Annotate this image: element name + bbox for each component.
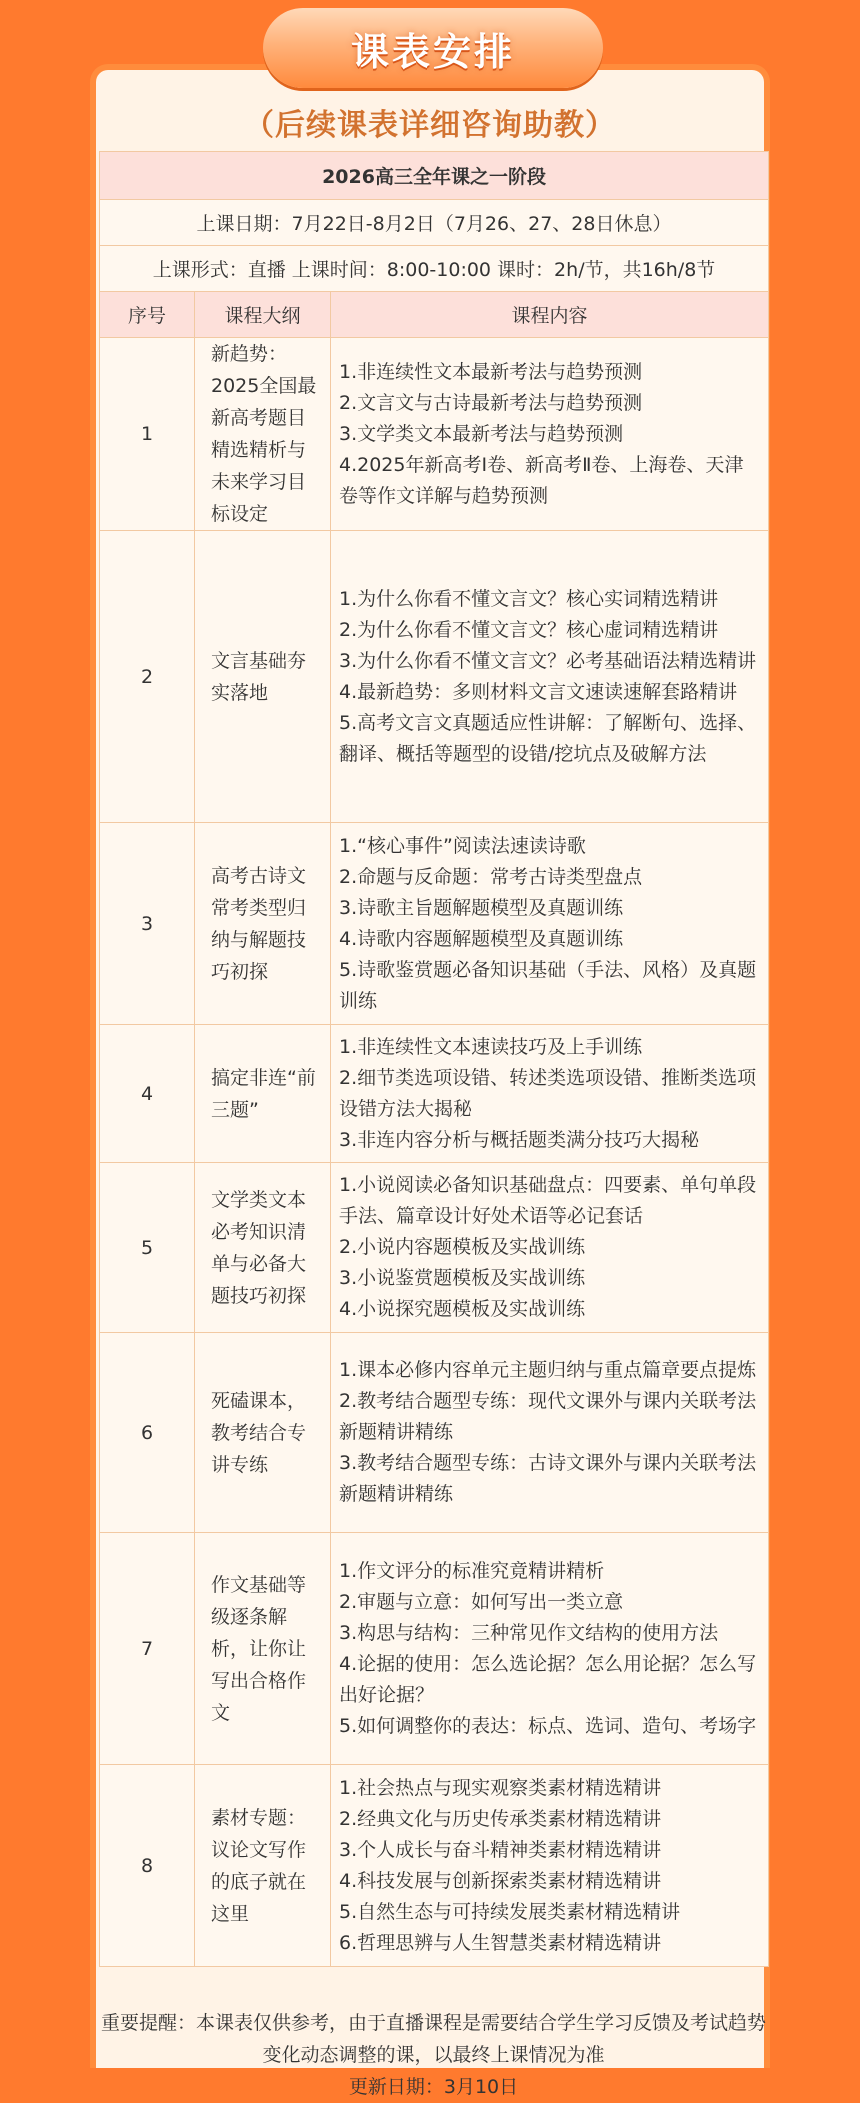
table-row	[100, 823, 769, 1025]
course-content	[331, 1163, 769, 1333]
course-content-item: 2.文言文与古诗最新考法与趋势预测	[339, 391, 643, 414]
course-content-item: 6.哲理思辨与人生智慧类素材精选精讲	[339, 1931, 662, 1954]
course-content-item: 2.经典文化与历史传承类素材精选精讲	[339, 1807, 662, 1830]
notice-block	[99, 2007, 768, 2103]
format-row	[100, 246, 769, 292]
course-content	[331, 338, 769, 531]
course-content	[331, 1333, 769, 1533]
course-content-item: 2.细节类选项设错、转述类选项设错、推断类选项设错方法大揭秘	[339, 1066, 757, 1120]
course-outline: 作文基础等级逐条解析，让你让写出合格作文	[195, 1533, 331, 1765]
table-row	[100, 1163, 769, 1333]
course-content-item: 1.小说阅读必备知识基础盘点：四要素、单句单段手法、篇章设计好处术语等必记套话	[339, 1174, 757, 1227]
table-row	[100, 1025, 769, 1163]
course-content-item: 1.课本必修内容单元主题归纳与重点篇章要点提炼	[339, 1359, 757, 1381]
course-content-item: 3.个人成长与奋斗精神类素材精选精讲	[339, 1838, 662, 1861]
course-number: 1	[100, 338, 195, 531]
table-row	[100, 1333, 769, 1533]
schedule-table	[99, 151, 769, 1967]
course-rows	[100, 338, 769, 1967]
course-content-item: 5.如何调整你的表达：标点、选词、造句、考场字	[339, 1714, 757, 1737]
table-header-row	[100, 292, 769, 338]
table-row	[100, 1533, 769, 1765]
course-content-item: 5.自然生态与可持续发展类素材精选精讲	[339, 1900, 681, 1923]
course-content-item: 3.教考结合题型专练：古诗文课外与课内关联考法新题精讲精练	[339, 1452, 757, 1505]
class-format: 上课形式：直播 上课时间：8:00-10:00 课时：2h/节，共16h/8节	[100, 246, 769, 292]
course-content-item: 3.为什么你看不懂文言文？必考基础语法精选精讲	[339, 649, 757, 672]
course-content-item: 4.诗歌内容题解题模型及真题训练	[339, 927, 624, 950]
course-content-item: 4.科技发展与创新探索类素材精选精讲	[339, 1869, 662, 1892]
course-content	[331, 823, 769, 1025]
course-outline: 搞定非连“前三题”	[195, 1025, 331, 1163]
course-content-item: 2.教考结合题型专练：现代文课外与课内关联考法新题精讲精练	[339, 1390, 757, 1443]
stage-title: 2026高三全年课之一阶段	[100, 152, 769, 200]
course-content	[331, 531, 769, 823]
course-content-item: 3.小说鉴赏题模板及实战训练	[339, 1267, 586, 1289]
course-number: 2	[100, 531, 195, 823]
course-content-item: 1.非连续性文本速读技巧及上手训练	[339, 1035, 643, 1058]
schedule-header	[263, 8, 603, 88]
course-content-item: 4.最新趋势：多则材料文言文速读速解套路精讲	[339, 680, 738, 703]
course-content-item: 1.“核心事件”阅读法速读诗歌	[339, 834, 586, 857]
course-content-item: 3.文学类文本最新考法与趋势预测	[339, 422, 624, 445]
course-content	[331, 1533, 769, 1765]
course-content-item: 2.命题与反命题：常考古诗类型盘点	[339, 865, 643, 888]
table-row	[100, 531, 769, 823]
course-content-item: 3.非连内容分析与概括题类满分技巧大揭秘	[339, 1128, 700, 1151]
course-outline: 文学类文本必考知识清单与必备大题技巧初探	[195, 1163, 331, 1333]
course-content-item: 3.诗歌主旨题解题模型及真题训练	[339, 896, 624, 919]
course-number: 6	[100, 1333, 195, 1533]
course-content-item: 2.小说内容题模板及实战训练	[339, 1236, 586, 1258]
course-number: 5	[100, 1163, 195, 1333]
table-row	[100, 338, 769, 531]
stage-title-row	[100, 152, 769, 200]
column-header-content: 课程内容	[331, 292, 769, 338]
course-content	[331, 1765, 769, 1967]
schedule-card	[90, 64, 770, 2098]
course-content-item: 4.2025年新高考Ⅰ卷、新高考Ⅱ卷、上海卷、天津卷等作文详解与趋势预测	[339, 453, 744, 507]
course-outline: 素材专题：议论文写作的底子就在这里	[195, 1765, 331, 1967]
course-outline: 死磕课本，教考结合专讲专练	[195, 1333, 331, 1533]
schedule-title: 课表安排	[350, 29, 515, 74]
course-content-item: 2.审题与立意：如何写出一类立意	[339, 1590, 624, 1613]
course-content-item: 3.构思与结构：三种常见作文结构的使用方法	[339, 1621, 719, 1644]
course-content-item: 1.为什么你看不懂文言文？核心实词精选精讲	[339, 587, 719, 610]
course-number: 7	[100, 1533, 195, 1765]
course-outline: 高考古诗文常考类型归纳与解题技巧初探	[195, 823, 331, 1025]
course-content-item: 5.高考文言文真题适应性讲解：了解断句、选择、翻译、概括等题型的设错/挖坑点及破解方法	[339, 711, 757, 765]
course-number: 4	[100, 1025, 195, 1163]
course-outline: 新趋势：2025全国最新高考题目精选精析与未来学习目标设定	[195, 338, 331, 531]
schedule-subtitle: （后续课表详细咨询助教）	[244, 108, 616, 143]
table-row	[100, 1765, 769, 1967]
course-content-item: 2.为什么你看不懂文言文？核心虚词精选精讲	[339, 618, 719, 641]
course-content	[331, 1025, 769, 1163]
course-content-item: 4.小说探究题模板及实战训练	[339, 1298, 586, 1320]
updated-date: 更新日期：3月10日	[348, 2076, 519, 2098]
class-dates: 上课日期：7月22日-8月2日（7月26、27、28日休息）	[100, 200, 769, 246]
column-header-num: 序号	[100, 292, 195, 338]
course-content-item: 1.非连续性文本最新考法与趋势预测	[339, 360, 643, 383]
notice-text: 重要提醒：本课表仅供参考，由于直播课程是需要结合学生学习反馈及考试趋势变化动态调整的课，以最终上课情况为准	[100, 2012, 766, 2066]
course-number: 3	[100, 823, 195, 1025]
course-content-item: 4.论据的使用：怎么选论据？怎么用论据？怎么写出好论据？	[339, 1652, 757, 1706]
course-number: 8	[100, 1765, 195, 1967]
dates-row	[100, 200, 769, 246]
course-outline: 文言基础夯实落地	[195, 531, 331, 823]
course-content-item: 5.诗歌鉴赏题必备知识基础（手法、风格）及真题训练	[339, 958, 757, 1012]
course-content-item: 1.社会热点与现实观察类素材精选精讲	[339, 1776, 662, 1799]
column-header-outline: 课程大纲	[195, 292, 331, 338]
course-content-item: 1.作文评分的标准究竟精讲精析	[339, 1559, 605, 1582]
